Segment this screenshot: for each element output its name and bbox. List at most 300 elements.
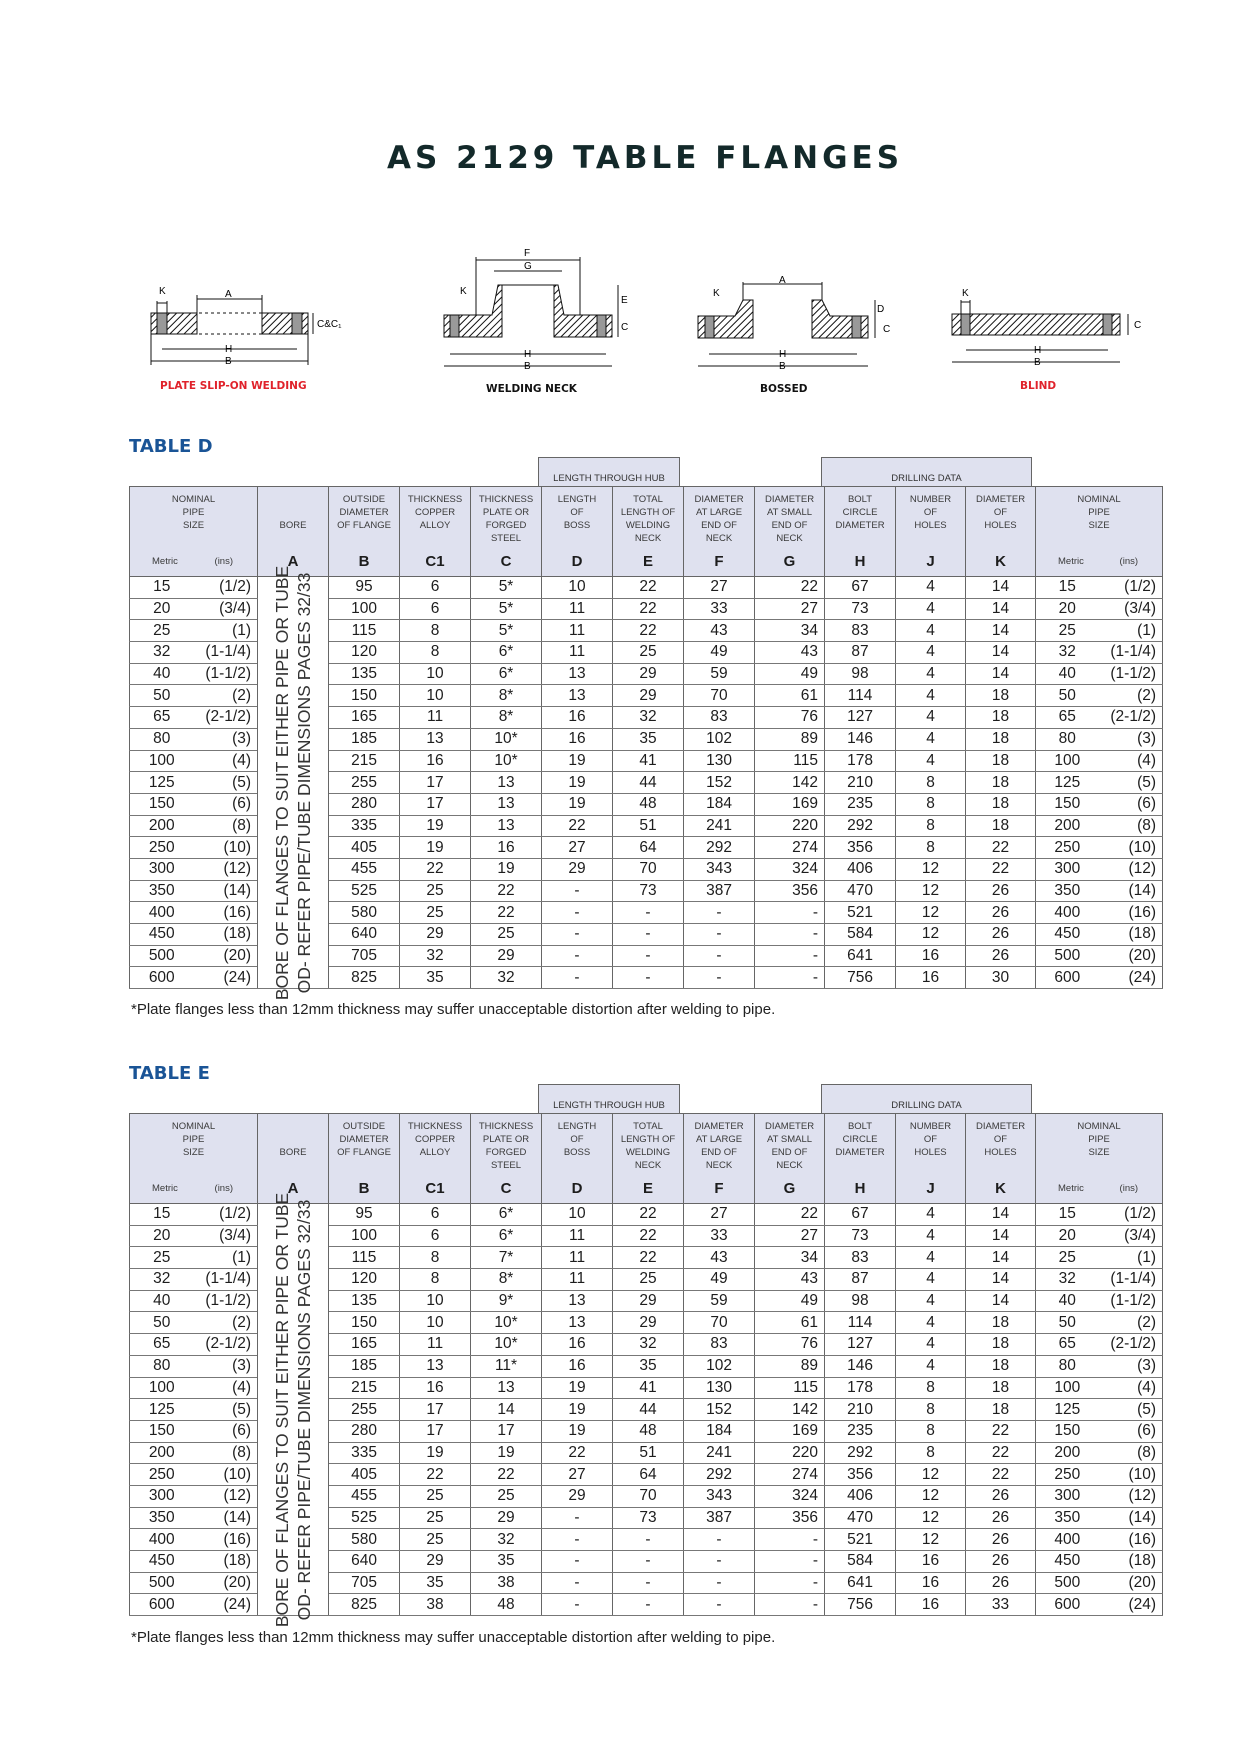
bolt-circle-cell: 146	[825, 728, 896, 750]
number-holes-cell: 4	[896, 663, 966, 685]
nominal-desc: NOMINAL PIPE SIZE	[171, 494, 216, 531]
metric-cell-right: 32	[1036, 642, 1099, 664]
group-drilling-label: DRILLING DATA	[891, 1100, 962, 1111]
length-neck-cell: -	[613, 1594, 684, 1616]
col-k-header-letter: K	[995, 1180, 1006, 1197]
outside-diameter-cell: 120	[329, 1269, 400, 1291]
diameter-holes-cell: 14	[966, 1204, 1036, 1226]
col-b-header	[329, 1114, 400, 1204]
outside-diameter-cell: 640	[329, 1551, 400, 1573]
bolt-circle-cell: 292	[825, 815, 896, 837]
ins-cell: (6)	[194, 1420, 258, 1442]
diagram-caption-slip-on: PLATE SLIP-ON WELDING	[160, 380, 307, 392]
length-boss-cell: 11	[542, 1269, 613, 1291]
outside-diameter-cell: 185	[329, 1355, 400, 1377]
number-holes-cell: 4	[896, 685, 966, 707]
number-holes-cell: 4	[896, 750, 966, 772]
diameter-holes-cell: 14	[966, 598, 1036, 620]
metric-cell: 300	[130, 858, 194, 880]
diameter-small-cell: 61	[755, 685, 825, 707]
thickness-steel-cell: 10*	[471, 728, 542, 750]
bolt-circle-cell: 178	[825, 750, 896, 772]
bolt-circle-cell: 756	[825, 967, 896, 989]
col-c-header-desc: THICKNESS PLATE OR FORGED STEEL	[478, 1121, 534, 1171]
col-h-header-letter: H	[854, 553, 866, 570]
bore-note: BORE OF FLANGES TO SUIT EITHER PIPE OR TUBE OD- REFER PIPE/TUBE DIMENSIONS PAGES 32/33	[272, 1192, 315, 1627]
length-boss-cell: 29	[542, 858, 613, 880]
length-neck-cell: 32	[613, 1334, 684, 1356]
diameter-holes-cell: 14	[966, 1269, 1036, 1291]
diameter-large-cell: -	[684, 967, 755, 989]
number-holes-cell: 4	[896, 707, 966, 729]
metric-cell-right: 400	[1036, 1529, 1099, 1551]
metric-cell: 350	[130, 880, 194, 902]
metric-cell: 150	[130, 1420, 194, 1442]
thickness-copper-cell: 22	[400, 1464, 471, 1486]
diameter-holes-cell: 18	[966, 1399, 1036, 1421]
diameter-holes-cell: 26	[966, 1507, 1036, 1529]
thickness-copper-cell: 10	[400, 685, 471, 707]
col-h-header-letter: H	[854, 1180, 866, 1197]
ins-label: (ins)	[1119, 1183, 1139, 1194]
col-c-header-desc: THICKNESS PLATE OR FORGED STEEL	[478, 494, 534, 544]
nominal-pipe-size-header-right	[1036, 1114, 1163, 1204]
ins-cell: (8)	[194, 815, 258, 837]
length-boss-cell: 10	[542, 577, 613, 599]
ins-cell: (1-1/2)	[194, 663, 258, 685]
bolt-circle-cell: 87	[825, 642, 896, 664]
thickness-copper-cell: 22	[400, 858, 471, 880]
thickness-steel-cell: 10*	[471, 1312, 542, 1334]
col-f-header-desc: DIAMETER AT LARGE END OF NECK	[694, 1121, 744, 1171]
thickness-steel-cell: 13	[471, 772, 542, 794]
ins-cell: (5)	[194, 772, 258, 794]
ins-cell: (1-1/4)	[194, 1269, 258, 1291]
dim-h-label: H	[779, 349, 787, 360]
dim-c-label: C&C₁	[317, 319, 342, 330]
thickness-steel-cell: 11*	[471, 1355, 542, 1377]
bolt-circle-cell: 67	[825, 1204, 896, 1226]
col-f-header	[684, 487, 755, 577]
length-neck-cell: -	[613, 967, 684, 989]
length-neck-cell: 22	[613, 620, 684, 642]
length-boss-cell: -	[542, 880, 613, 902]
metric-cell: 25	[130, 1247, 194, 1269]
number-holes-cell: 16	[896, 945, 966, 967]
col-h-header	[825, 487, 896, 577]
metric-cell: 300	[130, 1485, 194, 1507]
bore-desc: BORE	[279, 520, 307, 531]
diameter-holes-cell: 18	[966, 685, 1036, 707]
diameter-large-cell: 43	[684, 1247, 755, 1269]
ins-cell-right: (1-1/2)	[1099, 663, 1163, 685]
diameter-holes-cell: 22	[966, 1420, 1036, 1442]
metric-cell: 450	[130, 1551, 194, 1573]
diameter-small-cell: 142	[755, 1399, 825, 1421]
diameter-large-cell: 27	[684, 1204, 755, 1226]
col-j-header-desc: NUMBER OF HOLES	[909, 494, 952, 531]
col-g-header	[755, 487, 825, 577]
bolt-circle-cell: 146	[825, 1355, 896, 1377]
diameter-large-cell: 152	[684, 1399, 755, 1421]
bolt-circle-cell: 178	[825, 1377, 896, 1399]
table-d-heading: TABLE D	[129, 436, 213, 457]
ins-cell: (16)	[194, 1529, 258, 1551]
diameter-large-cell: 33	[684, 1225, 755, 1247]
bolt-circle-cell: 210	[825, 772, 896, 794]
group-hub-label: LENGTH THROUGH HUB	[553, 473, 665, 484]
col-c1-header-desc: THICKNESS COPPER ALLOY	[407, 494, 463, 531]
ins-label: (ins)	[1119, 556, 1139, 567]
number-holes-cell: 4	[896, 620, 966, 642]
ins-cell: (1/2)	[194, 577, 258, 599]
diagram-caption-blind: BLIND	[1020, 380, 1057, 392]
number-holes-cell: 4	[896, 1334, 966, 1356]
thickness-steel-cell: 48	[471, 1594, 542, 1616]
ins-cell: (2-1/2)	[194, 707, 258, 729]
dim-c-label: C	[1134, 320, 1142, 331]
ins-cell: (18)	[194, 1551, 258, 1573]
length-boss-cell: 19	[542, 750, 613, 772]
ins-cell-right: (6)	[1099, 793, 1163, 815]
diameter-small-cell: -	[755, 1529, 825, 1551]
number-holes-cell: 12	[896, 902, 966, 924]
number-holes-cell: 4	[896, 598, 966, 620]
thickness-copper-cell: 17	[400, 793, 471, 815]
length-boss-cell: 16	[542, 1355, 613, 1377]
ins-cell-right: (14)	[1099, 880, 1163, 902]
col-j-header	[896, 487, 966, 577]
ins-cell-right: (20)	[1099, 1572, 1163, 1594]
diameter-holes-cell: 18	[966, 728, 1036, 750]
ins-cell: (1/2)	[194, 1204, 258, 1226]
thickness-steel-cell: 7*	[471, 1247, 542, 1269]
group-length-through-hub	[538, 1084, 680, 1114]
ins-cell-right: (1-1/4)	[1099, 642, 1163, 664]
dim-b-label: B	[225, 356, 232, 367]
metric-cell-right: 200	[1036, 815, 1099, 837]
metric-cell: 500	[130, 1572, 194, 1594]
ins-cell: (18)	[194, 924, 258, 946]
ins-cell-right: (2)	[1099, 685, 1163, 707]
ins-cell-right: (20)	[1099, 945, 1163, 967]
outside-diameter-cell: 120	[329, 642, 400, 664]
thickness-copper-cell: 10	[400, 663, 471, 685]
diameter-large-cell: 184	[684, 793, 755, 815]
metric-cell: 100	[130, 1377, 194, 1399]
col-d-header-letter: D	[571, 1180, 583, 1197]
outside-diameter-cell: 405	[329, 1464, 400, 1486]
diameter-large-cell: -	[684, 924, 755, 946]
diameter-holes-cell: 22	[966, 858, 1036, 880]
ins-cell: (3)	[194, 1355, 258, 1377]
outside-diameter-cell: 580	[329, 1529, 400, 1551]
welding-neck-diagram	[440, 245, 630, 380]
ins-cell: (3/4)	[194, 598, 258, 620]
bolt-circle-cell: 406	[825, 858, 896, 880]
length-neck-cell: 41	[613, 1377, 684, 1399]
length-neck-cell: -	[613, 924, 684, 946]
diameter-holes-cell: 18	[966, 1355, 1036, 1377]
page-title: AS 2129 TABLE FLANGES	[386, 140, 904, 176]
ins-cell: (1)	[194, 620, 258, 642]
bolt-circle-cell: 67	[825, 577, 896, 599]
number-holes-cell: 8	[896, 772, 966, 794]
length-boss-cell: 19	[542, 1377, 613, 1399]
bore-header	[258, 1114, 329, 1204]
thickness-copper-cell: 25	[400, 1529, 471, 1551]
metric-cell: 600	[130, 967, 194, 989]
number-holes-cell: 4	[896, 1247, 966, 1269]
diagram-caption-welding-neck: WELDING NECK	[486, 383, 577, 395]
length-neck-cell: 73	[613, 1507, 684, 1529]
number-holes-cell: 12	[896, 858, 966, 880]
diameter-small-cell: 76	[755, 707, 825, 729]
metric-cell-right: 250	[1036, 1464, 1099, 1486]
diameter-large-cell: 33	[684, 598, 755, 620]
col-h-header-desc: BOLT CIRCLE DIAMETER	[835, 1121, 885, 1158]
number-holes-cell: 12	[896, 1485, 966, 1507]
metric-cell: 200	[130, 815, 194, 837]
metric-cell: 40	[130, 1290, 194, 1312]
length-neck-cell: 29	[613, 1290, 684, 1312]
col-f-header-desc: DIAMETER AT LARGE END OF NECK	[694, 494, 744, 544]
bolt-circle-cell: 127	[825, 1334, 896, 1356]
thickness-steel-cell: 10*	[471, 1334, 542, 1356]
thickness-copper-cell: 8	[400, 1269, 471, 1291]
length-neck-cell: 48	[613, 1420, 684, 1442]
thickness-copper-cell: 35	[400, 967, 471, 989]
ins-cell-right: (2-1/2)	[1099, 707, 1163, 729]
length-boss-cell: 11	[542, 598, 613, 620]
thickness-copper-cell: 25	[400, 902, 471, 924]
length-boss-cell: 11	[542, 642, 613, 664]
table-e-footnote: *Plate flanges less than 12mm thickness may suffer unacceptable distortion after welding to pipe.	[131, 1629, 776, 1646]
length-neck-cell: 35	[613, 1355, 684, 1377]
diameter-small-cell: 220	[755, 1442, 825, 1464]
bore-desc: BORE	[279, 1147, 307, 1158]
ins-cell: (24)	[194, 967, 258, 989]
metric-cell-right: 65	[1036, 1334, 1099, 1356]
nominal-pipe-size-header	[130, 487, 258, 577]
metric-cell-right: 25	[1036, 1247, 1099, 1269]
length-boss-cell: 27	[542, 837, 613, 859]
ins-cell-right: (1)	[1099, 1247, 1163, 1269]
diameter-large-cell: 83	[684, 707, 755, 729]
metric-cell: 400	[130, 902, 194, 924]
col-h-header	[825, 1114, 896, 1204]
length-neck-cell: 44	[613, 1399, 684, 1421]
metric-cell-right: 40	[1036, 663, 1099, 685]
dim-c-label: C	[883, 324, 891, 335]
diameter-holes-cell: 14	[966, 663, 1036, 685]
thickness-copper-cell: 17	[400, 1399, 471, 1421]
ins-cell: (20)	[194, 945, 258, 967]
length-boss-cell: 19	[542, 793, 613, 815]
outside-diameter-cell: 165	[329, 707, 400, 729]
diameter-small-cell: 89	[755, 1355, 825, 1377]
col-c-header	[471, 1114, 542, 1204]
metric-cell-right: 500	[1036, 945, 1099, 967]
ins-cell-right: (5)	[1099, 1399, 1163, 1421]
diameter-small-cell: 115	[755, 750, 825, 772]
metric-cell: 50	[130, 1312, 194, 1334]
thickness-copper-cell: 29	[400, 1551, 471, 1573]
bolt-circle-cell: 584	[825, 924, 896, 946]
thickness-steel-cell: 38	[471, 1572, 542, 1594]
diameter-large-cell: -	[684, 1551, 755, 1573]
diameter-holes-cell: 14	[966, 1225, 1036, 1247]
bore-header-letter: A	[287, 553, 299, 570]
diameter-small-cell: 356	[755, 1507, 825, 1529]
number-holes-cell: 4	[896, 1204, 966, 1226]
metric-cell-right: 450	[1036, 1551, 1099, 1573]
outside-diameter-cell: 580	[329, 902, 400, 924]
metric-label: Metric	[1058, 556, 1084, 567]
length-boss-cell: -	[542, 1529, 613, 1551]
col-d-header-desc: LENGTH OF BOSS	[557, 1121, 597, 1158]
dim-c-label: C	[621, 322, 629, 333]
length-boss-cell: 13	[542, 663, 613, 685]
metric-cell: 350	[130, 1507, 194, 1529]
nominal-desc: NOMINAL PIPE SIZE	[171, 1121, 216, 1158]
outside-diameter-cell: 215	[329, 750, 400, 772]
length-boss-cell: -	[542, 902, 613, 924]
diameter-large-cell: 27	[684, 577, 755, 599]
col-d-header-letter: D	[571, 553, 583, 570]
outside-diameter-cell: 165	[329, 1334, 400, 1356]
diameter-large-cell: -	[684, 1529, 755, 1551]
metric-cell: 65	[130, 1334, 194, 1356]
ins-cell-right: (8)	[1099, 1442, 1163, 1464]
diameter-small-cell: -	[755, 1594, 825, 1616]
metric-cell-right: 20	[1036, 598, 1099, 620]
outside-diameter-cell: 115	[329, 620, 400, 642]
nominal-pipe-size-header-right	[1036, 487, 1163, 577]
col-e-header-letter: E	[643, 553, 654, 570]
ins-cell: (12)	[194, 1485, 258, 1507]
diameter-holes-cell: 14	[966, 577, 1036, 599]
diameter-large-cell: 59	[684, 1290, 755, 1312]
length-neck-cell: 25	[613, 642, 684, 664]
diameter-large-cell: 70	[684, 1312, 755, 1334]
thickness-steel-cell: 22	[471, 880, 542, 902]
outside-diameter-cell: 185	[329, 728, 400, 750]
length-boss-cell: -	[542, 967, 613, 989]
ins-cell: (2-1/2)	[194, 1334, 258, 1356]
thickness-copper-cell: 25	[400, 1485, 471, 1507]
metric-cell: 65	[130, 707, 194, 729]
ins-cell-right: (1-1/2)	[1099, 1290, 1163, 1312]
metric-cell-right: 100	[1036, 1377, 1099, 1399]
metric-cell-right: 125	[1036, 1399, 1099, 1421]
col-c-header-letter: C	[500, 553, 512, 570]
diameter-small-cell: 115	[755, 1377, 825, 1399]
bore-note: BORE OF FLANGES TO SUIT EITHER PIPE OR TUBE OD- REFER PIPE/TUBE DIMENSIONS PAGES 32/33	[272, 565, 315, 1000]
dim-k-label: K	[713, 288, 720, 299]
thickness-steel-cell: 6*	[471, 1225, 542, 1247]
thickness-copper-cell: 6	[400, 1204, 471, 1226]
diameter-large-cell: 130	[684, 1377, 755, 1399]
thickness-steel-cell: 16	[471, 837, 542, 859]
thickness-steel-cell: 8*	[471, 1269, 542, 1291]
diameter-holes-cell: 18	[966, 1377, 1036, 1399]
outside-diameter-cell: 705	[329, 1572, 400, 1594]
diameter-holes-cell: 26	[966, 880, 1036, 902]
thickness-copper-cell: 35	[400, 1572, 471, 1594]
metric-cell-right: 32	[1036, 1269, 1099, 1291]
bore-note-cell	[258, 565, 329, 1000]
col-b-header-desc: OUTSIDE DIAMETER OF FLANGE	[337, 494, 391, 531]
outside-diameter-cell: 825	[329, 967, 400, 989]
length-neck-cell: 73	[613, 880, 684, 902]
thickness-steel-cell: 5*	[471, 598, 542, 620]
ins-cell-right: (1/2)	[1099, 577, 1163, 599]
thickness-copper-cell: 17	[400, 1420, 471, 1442]
metric-cell: 20	[130, 598, 194, 620]
bolt-circle-cell: 641	[825, 1572, 896, 1594]
thickness-copper-cell: 11	[400, 1334, 471, 1356]
table-d-footnote: *Plate flanges less than 12mm thickness may suffer unacceptable distortion after welding to pipe.	[131, 1001, 776, 1018]
diameter-small-cell: 49	[755, 663, 825, 685]
number-holes-cell: 16	[896, 1572, 966, 1594]
outside-diameter-cell: 255	[329, 772, 400, 794]
number-holes-cell: 4	[896, 1225, 966, 1247]
metric-cell-right: 150	[1036, 793, 1099, 815]
thickness-copper-cell: 13	[400, 728, 471, 750]
table-e	[129, 1113, 1163, 1627]
diameter-large-cell: 184	[684, 1420, 755, 1442]
col-d-header	[542, 487, 613, 577]
diameter-large-cell: 241	[684, 1442, 755, 1464]
length-neck-cell: 22	[613, 1204, 684, 1226]
metric-cell-right: 65	[1036, 707, 1099, 729]
col-c1-header	[400, 1114, 471, 1204]
ins-cell: (1-1/4)	[194, 642, 258, 664]
metric-label: Metric	[1058, 1183, 1084, 1194]
ins-cell-right: (3/4)	[1099, 598, 1163, 620]
table-e-heading: TABLE E	[129, 1063, 210, 1084]
length-neck-cell: 64	[613, 837, 684, 859]
diameter-small-cell: 34	[755, 620, 825, 642]
dim-g-label: G	[524, 261, 532, 272]
metric-cell: 250	[130, 1464, 194, 1486]
diameter-large-cell: 49	[684, 642, 755, 664]
metric-cell-right: 450	[1036, 924, 1099, 946]
metric-cell: 450	[130, 924, 194, 946]
bolt-circle-cell: 73	[825, 1225, 896, 1247]
length-neck-cell: 22	[613, 1225, 684, 1247]
col-f-header	[684, 1114, 755, 1204]
length-neck-cell: 64	[613, 1464, 684, 1486]
number-holes-cell: 4	[896, 1312, 966, 1334]
diameter-small-cell: 356	[755, 880, 825, 902]
col-e-header	[613, 487, 684, 577]
col-c1-header	[400, 487, 471, 577]
col-c-header	[471, 487, 542, 577]
thickness-copper-cell: 19	[400, 1442, 471, 1464]
thickness-steel-cell: 5*	[471, 620, 542, 642]
diameter-small-cell: 274	[755, 1464, 825, 1486]
bore-header	[258, 487, 329, 577]
outside-diameter-cell: 335	[329, 1442, 400, 1464]
length-boss-cell: -	[542, 1572, 613, 1594]
number-holes-cell: 12	[896, 1507, 966, 1529]
col-j-header-desc: NUMBER OF HOLES	[909, 1121, 952, 1158]
diameter-small-cell: 49	[755, 1290, 825, 1312]
length-neck-cell: -	[613, 945, 684, 967]
metric-cell: 80	[130, 728, 194, 750]
